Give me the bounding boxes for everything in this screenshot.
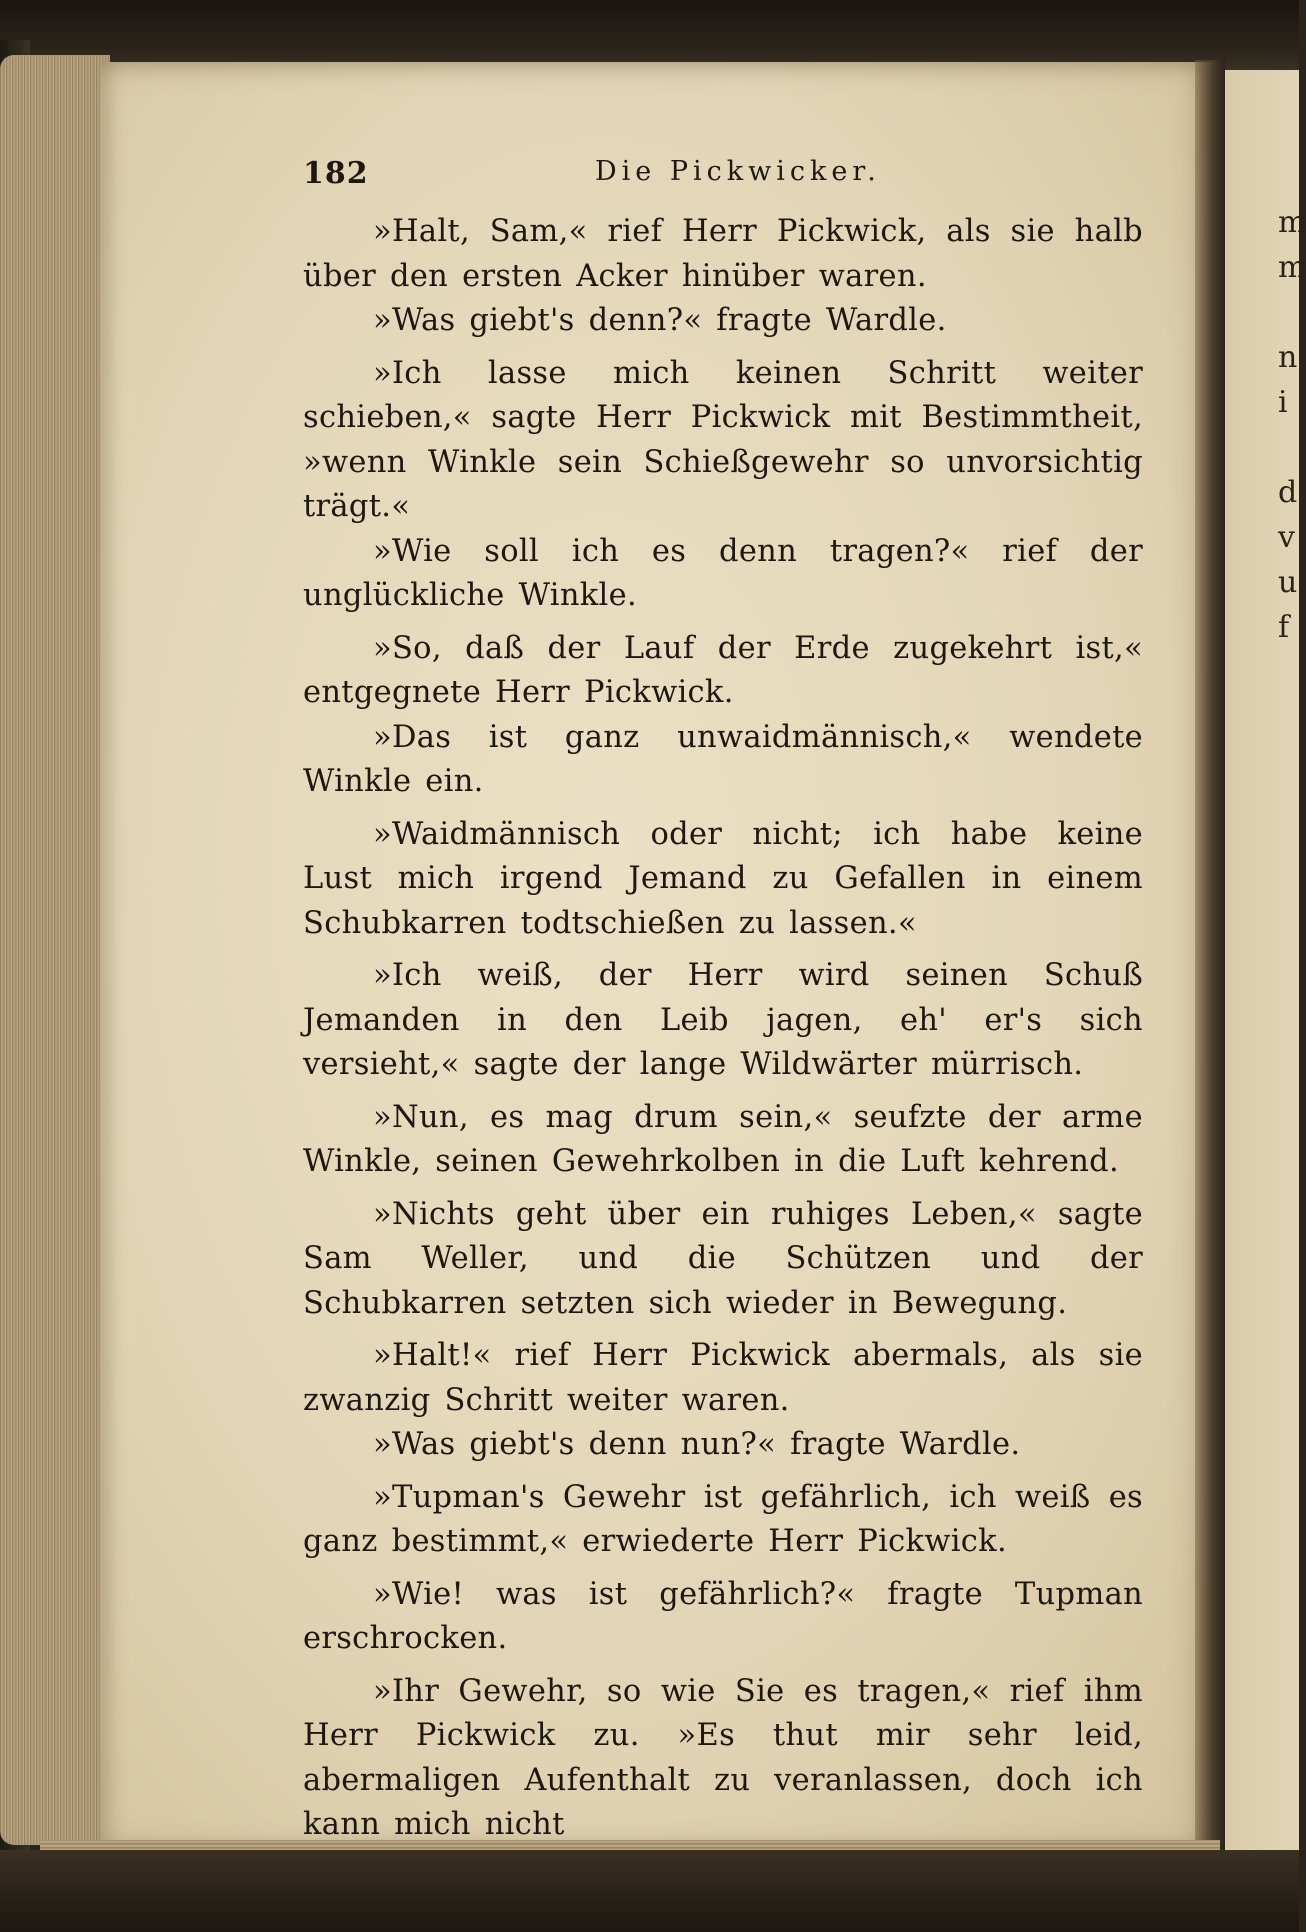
facing-page-fragment: m [1278, 250, 1306, 285]
paragraph: »Wie! was ist gefährlich?« fragte Tupman erschrocken. [303, 1576, 1143, 1656]
running-head: Die Pickwicker. [595, 156, 881, 187]
paragraph: »Wie soll ich es denn tragen?« rief der unglückliche Winkle. [303, 533, 1143, 613]
facing-page-fragment: v [1278, 520, 1295, 555]
paragraph: »Was giebt's denn nun?« fragte Wardle. [373, 1427, 1021, 1462]
paragraph: »Was giebt's denn?« fragte Wardle. [373, 303, 947, 338]
paragraph: »Ich weiß, der Herr wird seinen Schuß Jemanden in den Leib jagen, eh' er's sich versieht,« sagte der lange Wildwärter mürrisch. [303, 958, 1143, 1082]
facing-page-fragment: n [1278, 340, 1298, 375]
book-cover-top-edge [0, 0, 1299, 70]
page-text-block [303, 150, 1143, 1848]
paragraph: »Tupman's Gewehr ist gefährlich, ich weiß es ganz bestimmt,« erwiederte Herr Pickwick. [303, 1479, 1143, 1559]
book-cover-bottom-edge [0, 1850, 1299, 1932]
facing-page-fragment: d [1278, 475, 1298, 510]
page-header [303, 150, 1143, 210]
paragraph: »Ihr Gewehr, so wie Sie es tragen,« rief ihm Herr Pickwick zu. »Es thut mir sehr leid, abermaligen Aufenthalt zu veranlassen, doch ich kann mich nicht [303, 1673, 1143, 1842]
facing-page [1222, 70, 1299, 1850]
paragraph: »Ich lasse mich keinen Schritt weiter schieben,« sagte Herr Pickwick mit Bestimmtheit, »wenn Winkle sein Schießgewehr so unvorsichtig trägt.« [303, 355, 1143, 524]
facing-page-fragment: m [1278, 205, 1306, 240]
paragraph: »Das ist ganz unwaidmännisch,« wendete Winkle ein. [303, 719, 1143, 799]
paragraph: »Halt, Sam,« rief Herr Pickwick, als sie halb über den ersten Acker hinüber waren. [303, 214, 1143, 294]
book-gutter-shadow [1195, 60, 1225, 1860]
page-leaf-edges [0, 55, 110, 1845]
paragraph: »Halt!« rief Herr Pickwick abermals, als sie zwanzig Schritt weiter waren. [303, 1338, 1143, 1418]
facing-page-fragment: i [1278, 385, 1288, 420]
paragraph: »Waidmännisch oder nicht; ich habe keine Lust mich irgend Jemand zu Gefallen in einem Schubkarren todtschießen zu lassen.« [303, 816, 1143, 941]
paragraph: »Nichts geht über ein ruhiges Leben,« sagte Sam Weller, und die Schützen und der Schubkarren setzten sich wieder in Bewegung. [303, 1196, 1143, 1321]
page-number: 182 [303, 156, 369, 191]
paragraph: »Nun, es mag drum sein,« seufzte der arme Winkle, seinen Gewehrkolben in die Luft kehrend. [303, 1099, 1143, 1179]
facing-page-fragment: u [1278, 565, 1298, 600]
facing-page-fragment: f [1278, 610, 1290, 645]
paragraph: »So, daß der Lauf der Erde zugekehrt ist,« entgegnete Herr Pickwick. [303, 630, 1143, 710]
